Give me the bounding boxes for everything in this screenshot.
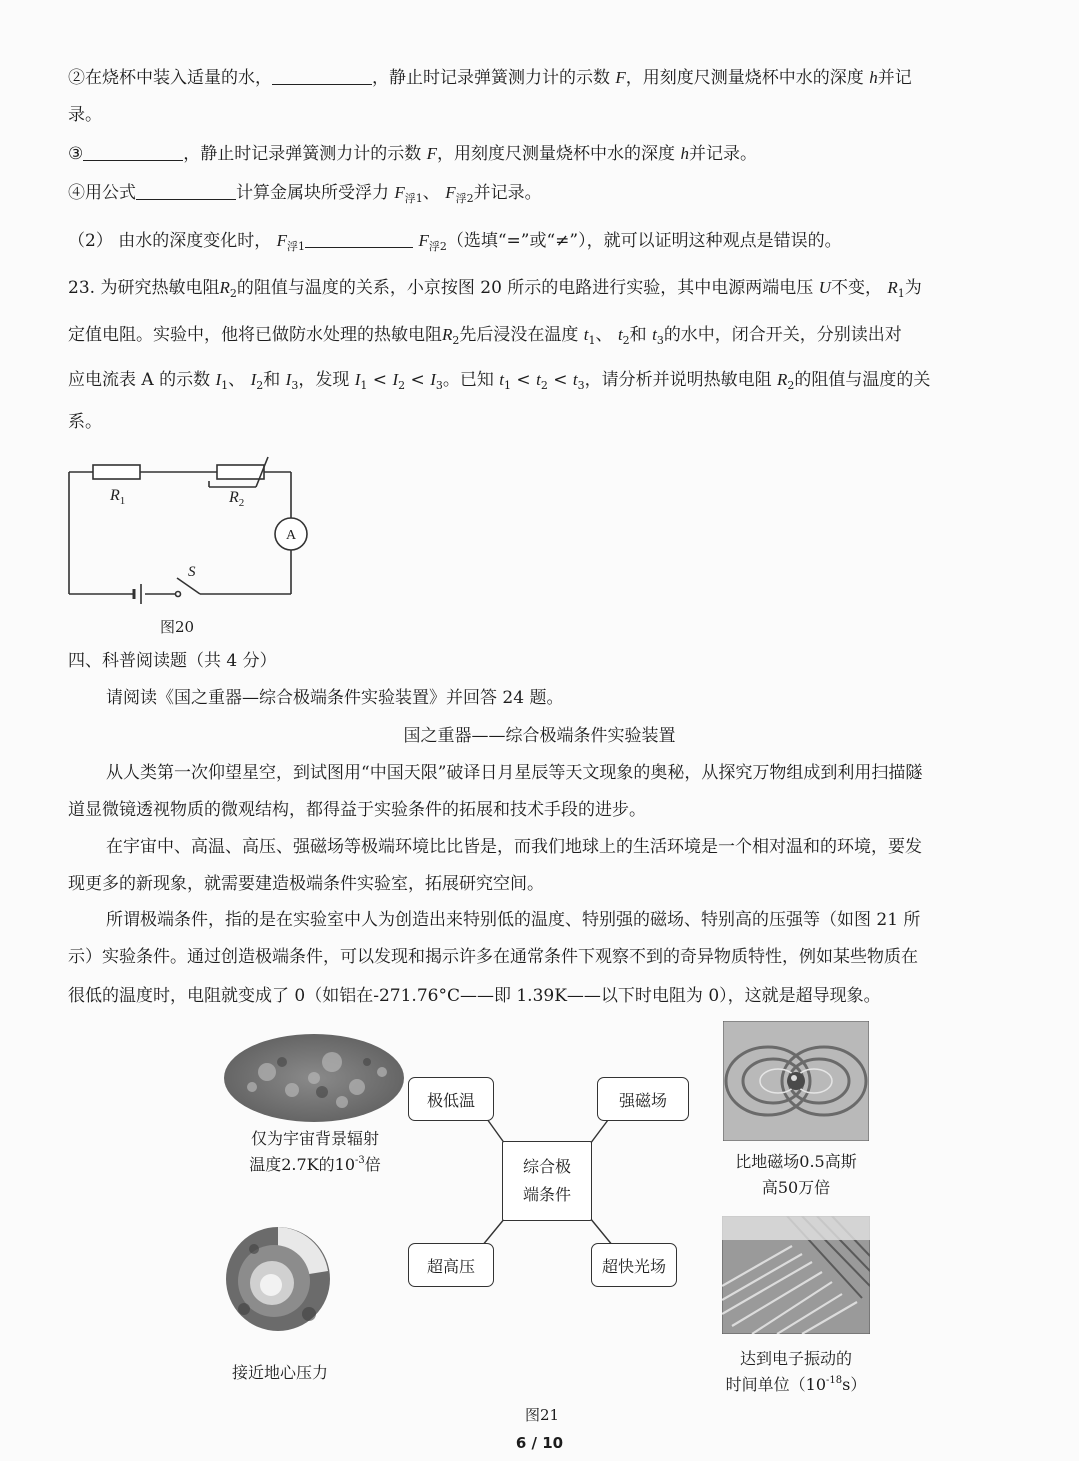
bubble-low-temp: 极低温	[408, 1077, 494, 1121]
q22-part2: （2） 由水的深度变化时， $F_{浮1}$ $F_{浮2}$（选填“=”或“≠”），就可以证明这种观点是错误的。	[68, 231, 842, 253]
ammeter-label: A	[286, 528, 297, 543]
answer-blank[interactable]	[136, 183, 236, 200]
fig20-caption: 图20	[160, 618, 195, 636]
para3-line1: 所谓极端条件，指的是在实验室中人为创造出来特别低的温度、特别强的磁场、特别高的压强等（如图 21 所	[106, 910, 921, 930]
bubble-strong-mag: 强磁场	[597, 1077, 689, 1121]
center-box: 综合极 端条件	[502, 1141, 592, 1221]
answer-blank[interactable]	[83, 144, 183, 161]
switch-label: S	[188, 564, 196, 580]
q23-line2: 定值电阻。实验中，他将已做防水处理的热敏电阻$R_2$先后浸没在温度 $t_1$、 $t_2$和 $t_3$的水中，闭合开关，分别读出对	[68, 325, 902, 347]
section-heading: 四、科普阅读题（共 4 分）	[68, 651, 277, 671]
para3-line3: 很低的温度时，电阻就变成了 0（如铝在-271.76°C——即 1.39K——以下时电阻为 0），这就是超导现象。	[68, 986, 881, 1006]
resistor-r1	[93, 465, 140, 479]
answer-blank[interactable]	[305, 231, 413, 248]
q23-line1: 23. 为研究热敏电阻$R_2$的阻值与温度的关系，小京按图 20 所示的电路进行实验，其中电源两端电压 U不变， $R_1$为	[68, 278, 922, 300]
light-field-image	[722, 1216, 870, 1334]
r1-label: $R_1$	[110, 487, 126, 507]
reading-intro: 请阅读《国之重器—综合极端条件实验装置》并回答 24 题。	[106, 688, 564, 708]
q22-step2-line2: 录。	[68, 105, 102, 125]
para2-line2: 现更多的新现象，就需要建造极端条件实验室，拓展研究空间。	[68, 874, 544, 894]
caption-high-pressure: 接近地心压力	[231, 1363, 328, 1382]
caption-fast-light: 达到电子振动的 时间单位$(10^{-18}s)$	[725, 1349, 867, 1394]
para3-line2: 示）实验条件。通过创造极端条件，可以发现和揭示许多在通常条件下观察不到的奇异物质特性，例如某些物质在	[68, 947, 918, 967]
switch	[177, 578, 200, 594]
q23-line3: 应电流表 A 的示数 $I_1$、 $I_2$和 $I_3$，发现 $I_1 < I_2 < I_3$。已知 $t_1 < t_2 < t_3$，请分析并说明热敏电阻 $R_2$的阻值与温度的关	[68, 370, 931, 392]
q22-step2-line1: ②在烧杯中装入适量的水， ，静止时记录弹簧测力计的示数 F，用刻度尺测量烧杯中水的深度 h并记	[68, 68, 912, 88]
answer-blank[interactable]	[272, 68, 372, 85]
q22-step4: ④用公式 计算金属块所受浮力 $F_{浮1}$、 $F_{浮2}$并记录。	[68, 183, 542, 205]
cmb-map-image	[222, 1032, 407, 1124]
r2-label: $R_2$	[229, 489, 245, 509]
para1-line1: 从人类第一次仰望星空，到试图用“中国天限”破译日月星辰等天文现象的奥秘，从探究万物组成到利用扫描隧	[106, 763, 923, 783]
caption-strong-mag: 比地磁场0.5高斯 高50万倍	[735, 1152, 857, 1197]
page-number: 6 / 10	[515, 1434, 564, 1452]
circuit-diagram	[60, 455, 320, 615]
bubble-fast-light: 超快光场	[591, 1243, 677, 1287]
thermistor-r2	[217, 465, 264, 479]
bubble-high-pressure: 超高压	[408, 1243, 494, 1287]
para2-line1: 在宇宙中、高温、高压、强磁场等极端环境比比皆是，而我们地球上的生活环境是一个相对温和的环境，要发	[106, 837, 922, 857]
earth-core-image	[224, 1219, 332, 1339]
fig21-caption: 图21	[525, 1406, 560, 1424]
para1-line2: 道显微镜透视物质的微观结构，都得益于实验条件的拓展和技术手段的进步。	[68, 800, 646, 820]
magnetic-field-image	[723, 1021, 869, 1141]
caption-low-temp: 仅为宇宙背景辐射 温度2.7K的$10^{-3}$倍	[249, 1129, 381, 1174]
q22-step3: ③ ，静止时记录弹簧测力计的示数 F，用刻度尺测量烧杯中水的深度 h并记录。	[68, 144, 757, 164]
article-title: 国之重器——综合极端条件实验装置	[403, 726, 676, 746]
q23-line4: 系。	[68, 412, 102, 432]
